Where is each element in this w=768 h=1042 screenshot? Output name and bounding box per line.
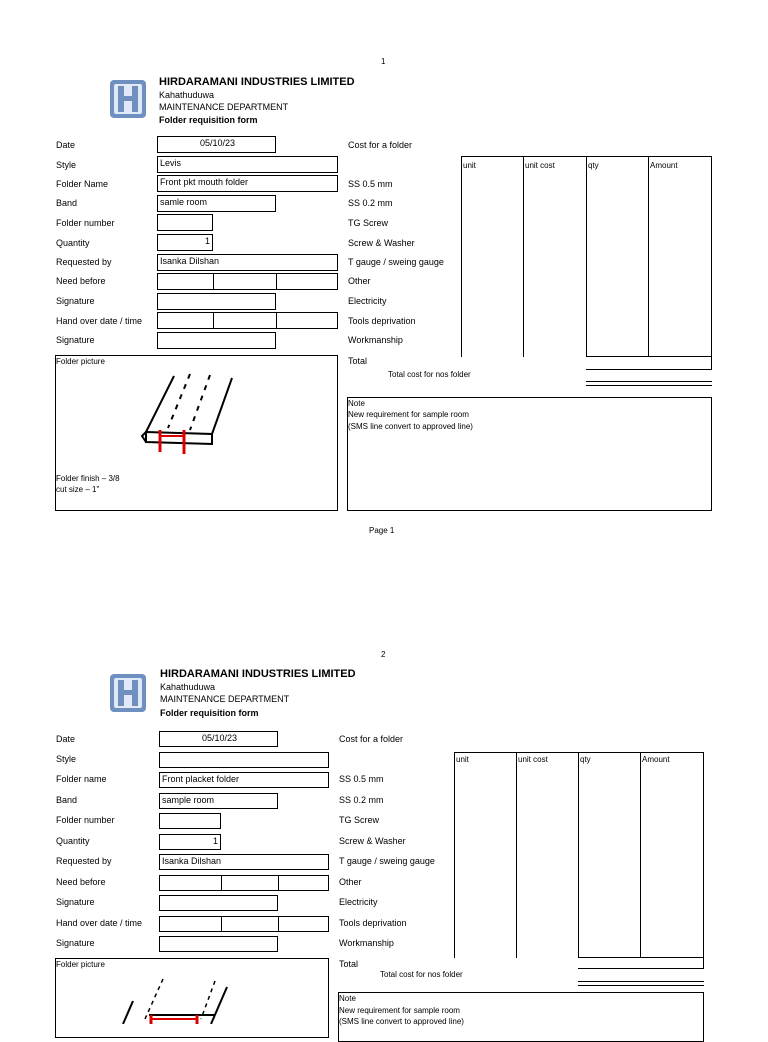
cost-item: Screw & Washer	[339, 836, 406, 846]
note-label: Note	[348, 399, 365, 408]
folder-sketch	[115, 975, 235, 1024]
date-field[interactable]: 05/10/23	[157, 136, 276, 153]
cut-size-text: cut size – 1"	[56, 485, 100, 494]
signature-label: Signature	[56, 296, 95, 306]
col-amount: Amount	[642, 755, 670, 764]
col-qty: qty	[588, 161, 599, 170]
col-unit: unit	[456, 755, 469, 764]
need-before-label: Need before	[56, 276, 106, 286]
signature-field[interactable]	[159, 936, 278, 952]
date-field[interactable]: 05/10/23	[159, 731, 278, 747]
cost-item: Tools deprivation	[348, 316, 416, 326]
col-qty: qty	[580, 755, 591, 764]
signature-label: Signature	[56, 897, 95, 907]
cost-item: T gauge / sweing gauge	[348, 257, 444, 267]
cost-item: SS 0.2 mm	[348, 198, 393, 208]
cost-item: T gauge / sweing gauge	[339, 856, 435, 866]
quantity-label: Quantity	[56, 238, 90, 248]
cost-title: Cost for a folder	[348, 140, 413, 150]
page-number: 2	[381, 650, 386, 659]
folder-name-field[interactable]: Front pkt mouth folder	[157, 175, 338, 192]
total-nos-label: Total cost for nos folder	[380, 970, 463, 979]
cost-title: Cost for a folder	[339, 734, 404, 744]
note-line: New requirement for sample room	[339, 1006, 460, 1015]
page-number: 1	[381, 57, 386, 66]
requested-by-label: Requested by	[56, 257, 112, 267]
cost-item: Screw & Washer	[348, 238, 415, 248]
quantity-field[interactable]: 1	[159, 834, 221, 850]
date-label: Date	[56, 734, 76, 744]
signature-field[interactable]	[157, 332, 276, 349]
cost-item: Workmanship	[348, 335, 403, 345]
style-field[interactable]: Levis	[157, 156, 338, 173]
cost-item: TG Screw	[348, 218, 389, 228]
col-unit-cost: unit cost	[518, 755, 548, 764]
cost-item: Tools deprivation	[339, 918, 407, 928]
folder-picture-label: Folder picture	[56, 960, 105, 969]
style-label: Style	[56, 754, 77, 764]
style-label: Style	[56, 160, 77, 170]
signature-label: Signature	[56, 335, 95, 345]
form-title: Folder requisition form	[160, 708, 259, 718]
style-field[interactable]	[159, 752, 329, 768]
hand-over-label: Hand over date / time	[56, 316, 143, 326]
hand-over-field[interactable]	[157, 312, 338, 329]
note-line: (SMS line convert to approved line)	[339, 1017, 464, 1026]
col-unit: unit	[463, 161, 476, 170]
need-before-label: Need before	[56, 877, 106, 887]
col-amount: Amount	[650, 161, 678, 170]
total-label: Total	[339, 959, 359, 969]
department-name: MAINTENANCE DEPARTMENT	[160, 694, 290, 704]
hand-over-label: Hand over date / time	[56, 918, 143, 928]
cost-item: Other	[339, 877, 362, 887]
folder-number-label: Folder number	[56, 815, 115, 825]
cost-item: Workmanship	[339, 938, 394, 948]
folder-sketch	[140, 370, 240, 460]
signature-label: Signature	[56, 938, 95, 948]
folder-number-label: Folder number	[56, 218, 115, 228]
company-logo	[109, 673, 147, 713]
band-field[interactable]: samle room	[157, 195, 276, 212]
band-label: Band	[56, 198, 78, 208]
total-nos-label: Total cost for nos folder	[388, 370, 471, 379]
folder-name-label: Folder Name	[56, 179, 109, 189]
requested-by-field[interactable]: Isanka Dilshan	[157, 254, 338, 271]
folder-name-field[interactable]: Front placket folder	[159, 772, 329, 788]
folder-number-field[interactable]	[159, 813, 221, 829]
cost-item: Other	[348, 276, 371, 286]
company-location: Kahathuduwa	[160, 682, 216, 692]
signature-field[interactable]	[157, 293, 276, 310]
folder-number-field[interactable]	[157, 214, 213, 231]
quantity-label: Quantity	[56, 836, 90, 846]
requested-by-field[interactable]: Isanka Dilshan	[159, 854, 329, 870]
total-label: Total	[348, 356, 368, 366]
department-name: MAINTENANCE DEPARTMENT	[159, 102, 289, 112]
note-line: (SMS line convert to approved line)	[348, 422, 473, 431]
folder-name-label: Folder name	[56, 774, 107, 784]
form-title: Folder requisition form	[159, 115, 258, 125]
note-line: New requirement for sample room	[348, 410, 469, 419]
company-logo	[109, 79, 147, 119]
company-name: HIRDARAMANI INDUSTRIES LIMITED	[159, 76, 355, 88]
signature-field[interactable]	[159, 895, 278, 911]
company-location: Kahathuduwa	[159, 90, 215, 100]
folder-picture-label: Folder picture	[56, 357, 105, 366]
page-footer: Page 1	[369, 526, 395, 535]
note-label: Note	[339, 994, 356, 1003]
cost-item: SS 0.5 mm	[348, 179, 393, 189]
company-name: HIRDARAMANI INDUSTRIES LIMITED	[160, 668, 356, 680]
cost-item: SS 0.2 mm	[339, 795, 384, 805]
cost-item: Electricity	[339, 897, 378, 907]
col-unit-cost: unit cost	[525, 161, 555, 170]
cost-item: SS 0.5 mm	[339, 774, 384, 784]
cost-item: TG Screw	[339, 815, 380, 825]
need-before-field[interactable]	[157, 273, 338, 290]
folder-finish-text: Folder finish – 3/8	[56, 474, 120, 483]
band-field[interactable]: sample room	[159, 793, 278, 809]
need-before-field[interactable]	[159, 875, 329, 891]
quantity-field[interactable]: 1	[157, 234, 213, 251]
cost-item: Electricity	[348, 296, 387, 306]
date-label: Date	[56, 140, 76, 150]
band-label: Band	[56, 795, 78, 805]
hand-over-field[interactable]	[159, 916, 329, 932]
requested-by-label: Requested by	[56, 856, 112, 866]
